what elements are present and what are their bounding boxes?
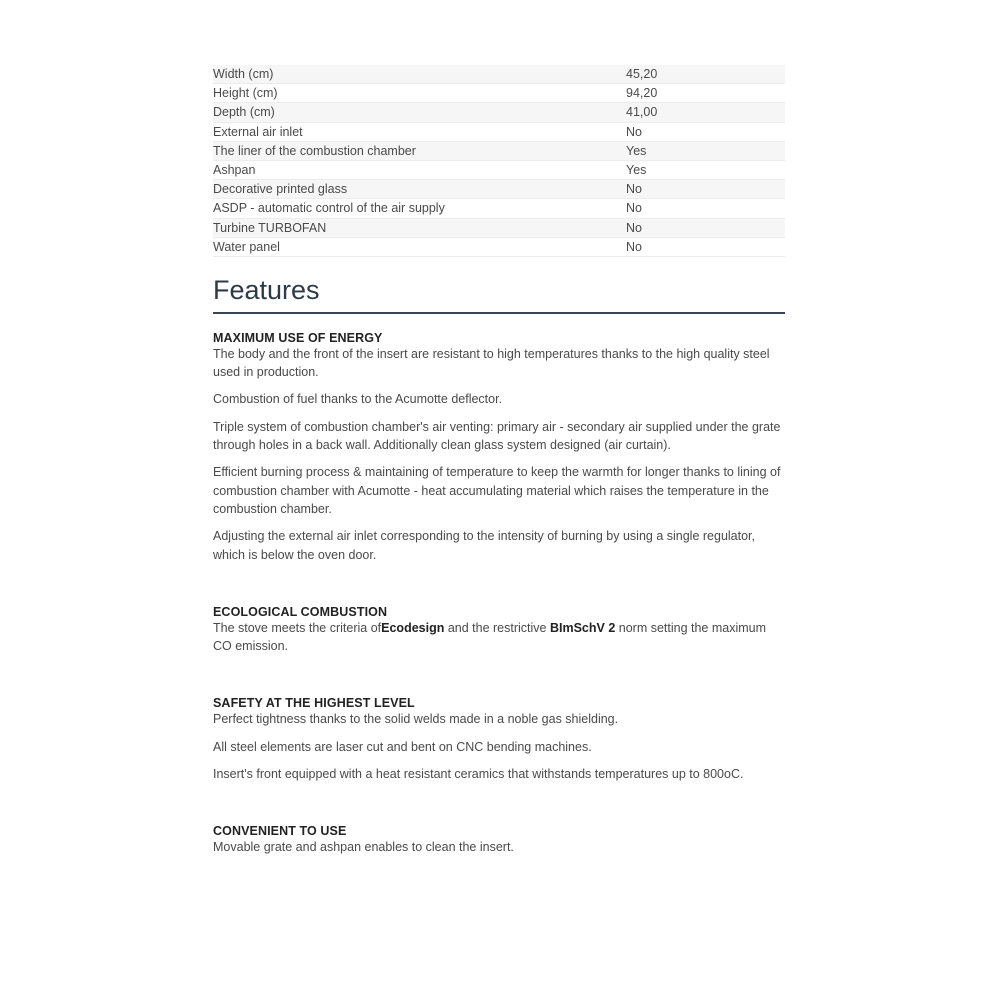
table-row — [213, 84, 785, 103]
paragraph-text: The stove meets the criteria of — [213, 620, 382, 635]
spec-value: No — [593, 237, 785, 256]
section-ecological — [213, 605, 785, 656]
paragraph: Movable grate and ashpan enables to clean the insert. — [213, 840, 514, 855]
ecodesign-label: Ecodesign — [381, 620, 445, 635]
spec-label: Water panel — [213, 237, 593, 256]
spec-label: Turbine TURBOFAN — [213, 218, 593, 237]
section-title: MAXIMUM USE OF ENERGY — [213, 330, 383, 345]
spec-value: 45,20 — [593, 65, 785, 84]
specifications-table — [213, 65, 785, 257]
table-row — [213, 218, 785, 237]
table-row — [213, 103, 785, 122]
spec-label: ASDP - automatic control of the air supply — [213, 199, 593, 218]
paragraph: The body and the front of the insert are resistant to high temperatures thanks to the high quality steel used in production. — [213, 346, 770, 380]
paragraph: All steel elements are laser cut and bent on CNC bending machines. — [213, 739, 592, 754]
paragraph: Adjusting the external air inlet corresponding to the intensity of burning by using a single regulator, which is below the oven door. — [213, 529, 755, 562]
table-row — [213, 65, 785, 84]
spec-label: Ashpan — [213, 160, 593, 179]
table-row — [213, 199, 785, 218]
bimschv-label: BImSchV 2 — [549, 620, 616, 635]
spec-label: The liner of the combustion chamber — [213, 141, 593, 160]
table-row — [213, 160, 785, 179]
section-convenient — [213, 824, 785, 856]
spec-value: No — [593, 122, 785, 141]
spec-value: No — [593, 218, 785, 237]
section-title: CONVENIENT TO USE — [213, 824, 347, 839]
section-title: ECOLOGICAL COMBUSTION — [213, 604, 388, 619]
paragraph: Efficient burning process & maintaining of temperature to keep the warmth for longer thanks to lining of combustion chamber with Acumotte - heat accumulating material which raises the temperature in the combustion chamber. — [213, 465, 781, 516]
paragraph — [213, 619, 785, 656]
paragraph: Combustion of fuel thanks to the Acumotte deflector. — [213, 392, 503, 407]
table-row — [213, 122, 785, 141]
spec-value: 41,00 — [593, 103, 785, 122]
spec-value: No — [593, 199, 785, 218]
paragraph: Insert's front equipped with a heat resistant ceramics that withstands temperatures up to 800oC. — [213, 767, 744, 782]
features-heading: Features — [213, 274, 785, 314]
spec-value: 94,20 — [593, 84, 785, 103]
paragraph: Perfect tightness thanks to the solid welds made in a noble gas shielding. — [213, 712, 619, 727]
spec-value: Yes — [593, 141, 785, 160]
section-safety — [213, 696, 785, 783]
spec-value: No — [593, 180, 785, 199]
spec-label: Decorative printed glass — [213, 180, 593, 199]
spec-label: Height (cm) — [213, 84, 593, 103]
table-row — [213, 237, 785, 256]
section-energy — [213, 331, 785, 564]
paragraph-text: norm setting the maximum CO emission. — [213, 620, 767, 654]
product-description — [213, 65, 785, 857]
table-row — [213, 180, 785, 199]
section-title: SAFETY AT THE HIGHEST LEVEL — [213, 696, 415, 711]
paragraph-text: and the restrictive — [444, 620, 550, 635]
paragraph: Triple system of combustion chamber's air venting: primary air - secondary air supplied under the grate through holes in a back wall. Additionally clean glass system designed (air curtain). — [213, 419, 781, 453]
spec-label: External air inlet — [213, 122, 593, 141]
spec-label: Width (cm) — [213, 65, 593, 84]
spec-label: Depth (cm) — [213, 103, 593, 122]
spec-value: Yes — [593, 160, 785, 179]
table-row — [213, 141, 785, 160]
